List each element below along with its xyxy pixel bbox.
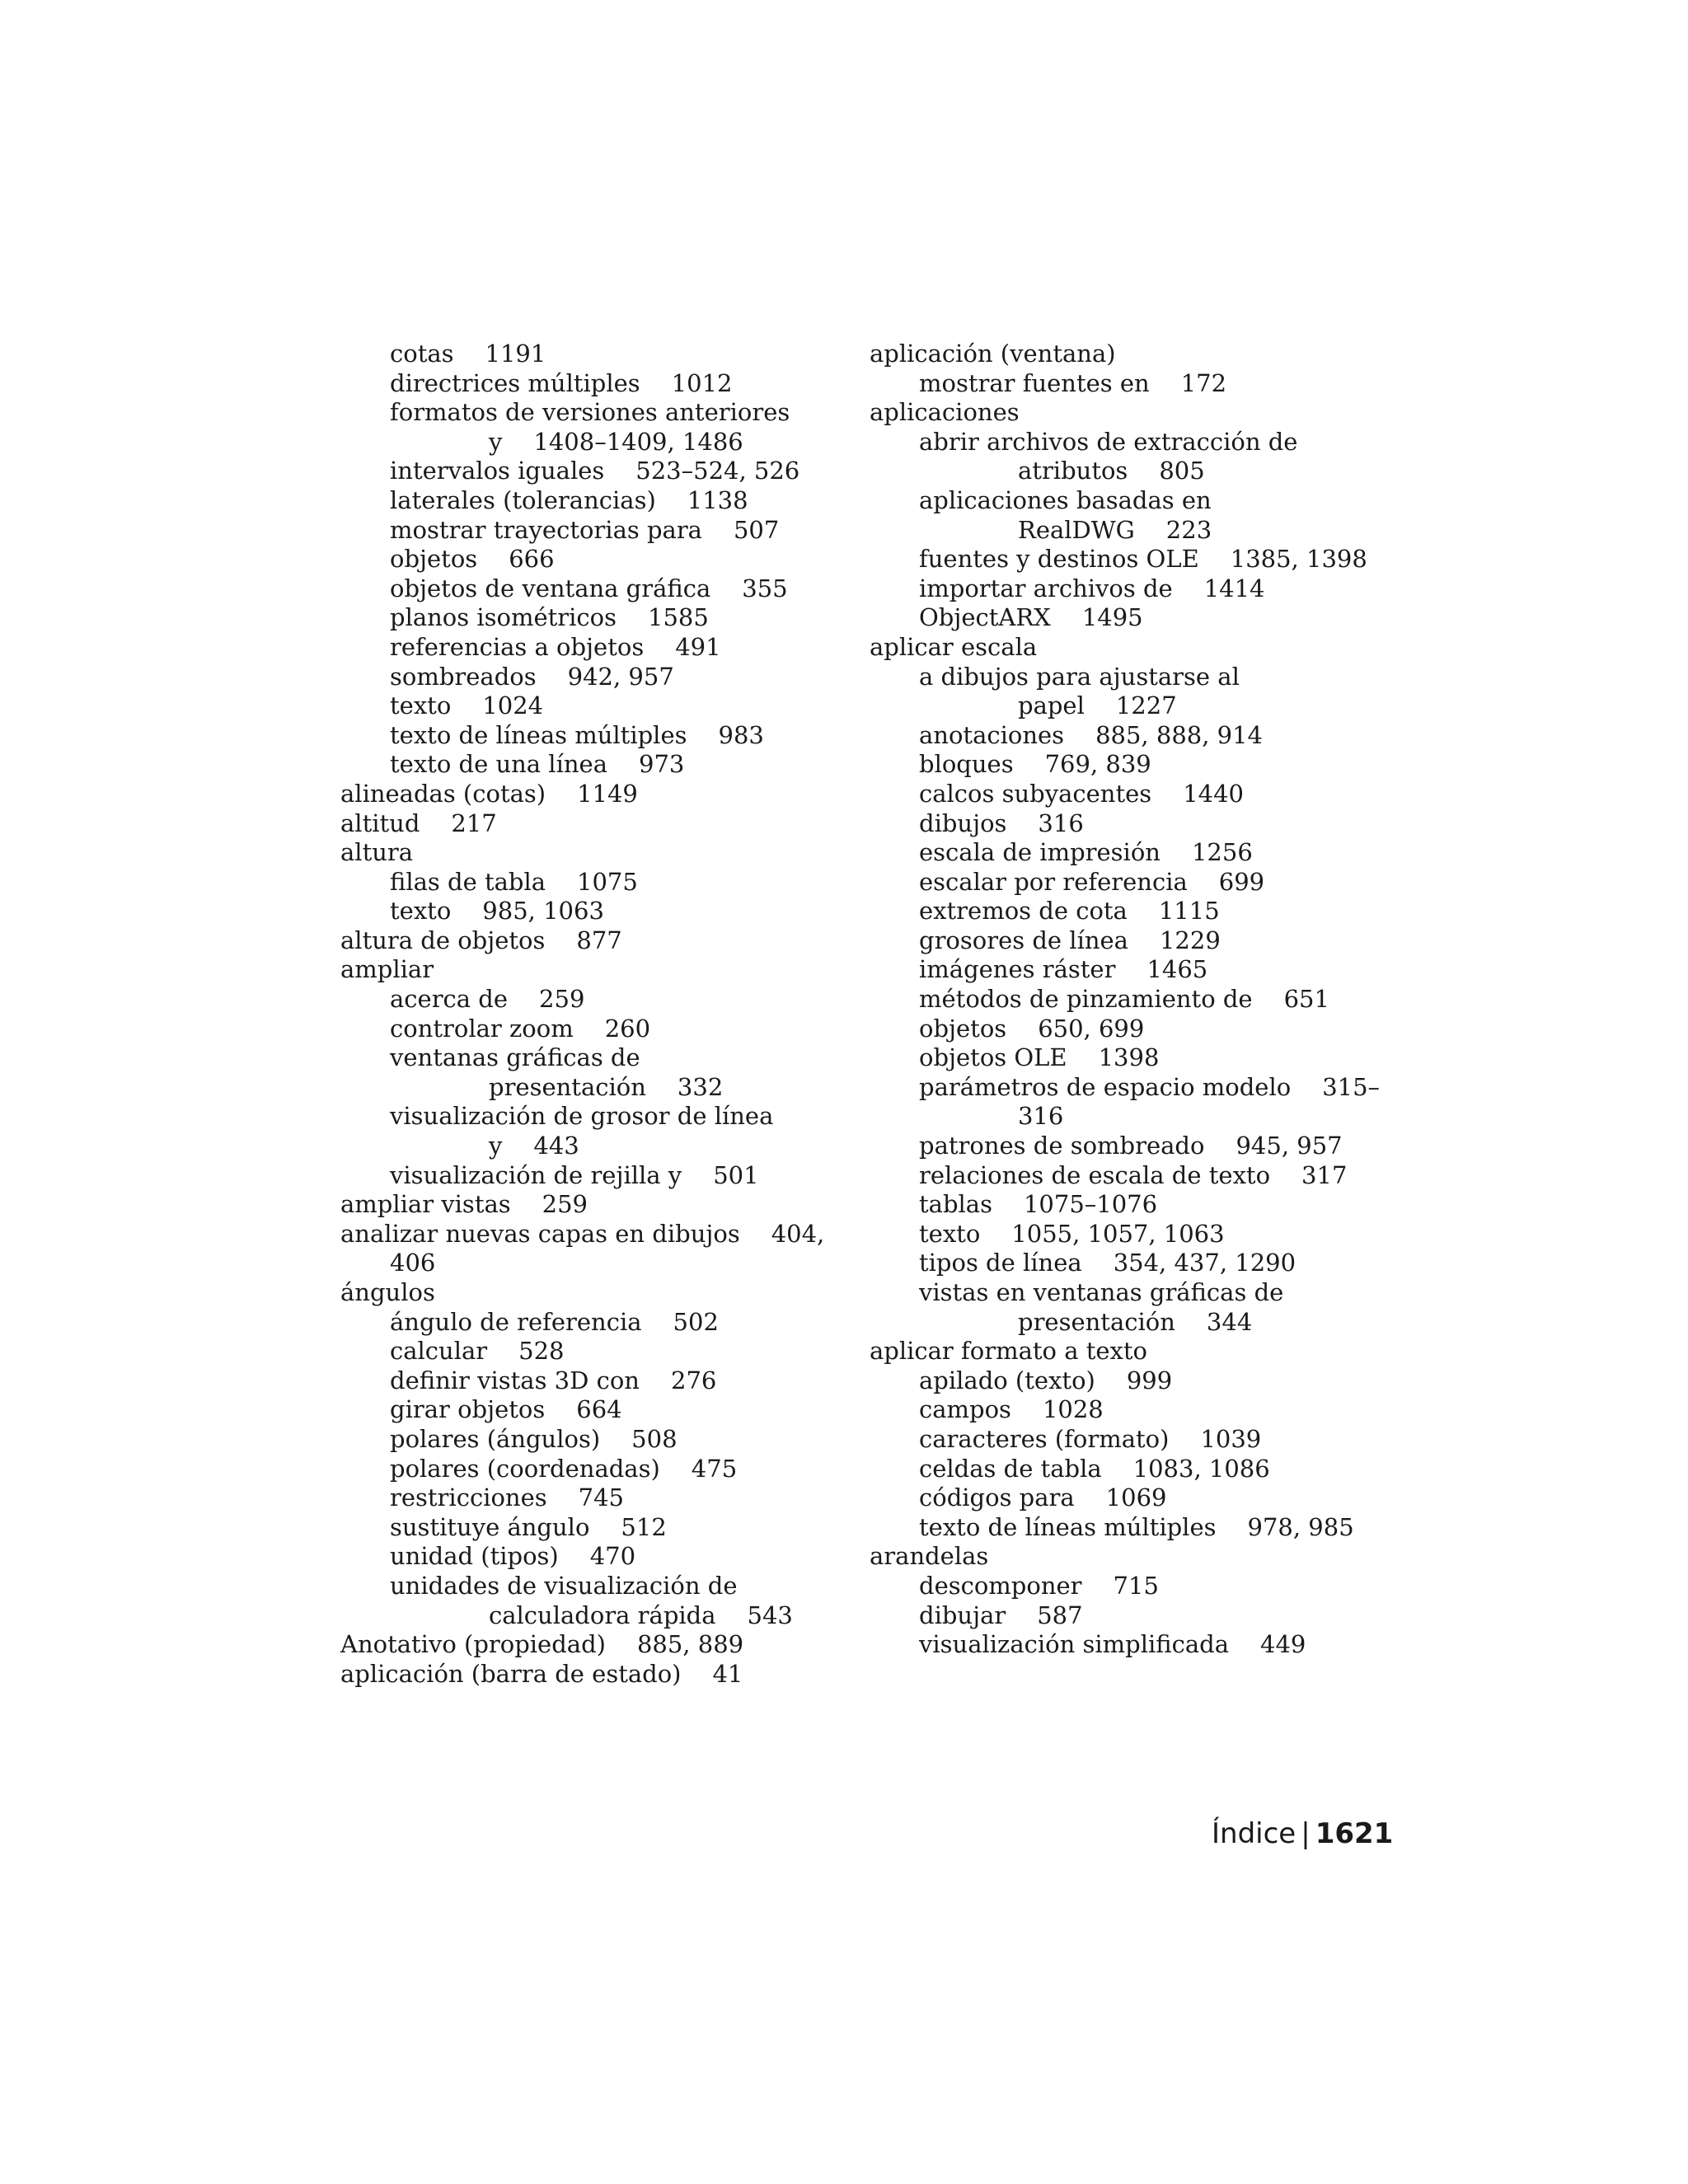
index-term: objetos	[390, 545, 478, 574]
index-page-refs: 1069	[1105, 1483, 1167, 1512]
index-entry	[870, 926, 1364, 956]
index-term: parámetros de espacio modelo	[919, 1072, 1292, 1101]
index-entry	[340, 809, 818, 839]
index-entry	[870, 574, 1364, 604]
index-entry	[870, 663, 1364, 692]
index-page-refs: 1414	[1203, 574, 1265, 602]
index-term: filas de tabla	[390, 867, 546, 896]
index-page-refs: 332	[677, 1072, 724, 1101]
index-page-refs: 945, 957	[1236, 1132, 1343, 1160]
index-term: y	[489, 1132, 503, 1160]
index-term: patrones de sombreado	[919, 1132, 1205, 1160]
index-term: escala de impresión	[919, 838, 1160, 867]
index-page-refs: 260	[604, 1014, 651, 1043]
index-entry	[870, 721, 1364, 751]
index-entry	[340, 1102, 818, 1132]
index-page-refs: 528	[518, 1337, 565, 1366]
index-page-refs: 699	[1218, 867, 1265, 896]
index-term: objetos de ventana gráfica	[390, 574, 711, 602]
index-entry	[870, 1601, 1364, 1631]
index-term: importar archivos de	[919, 574, 1173, 602]
index-entry	[340, 1395, 818, 1425]
index-page-refs: 404,	[771, 1219, 825, 1248]
index-page-refs: 355	[742, 574, 788, 602]
index-entry	[340, 369, 818, 399]
index-page-refs: 1028	[1042, 1395, 1104, 1424]
index-term: texto de una línea	[390, 750, 607, 779]
index-page-refs: 443	[533, 1132, 579, 1160]
index-entry	[870, 780, 1364, 809]
index-term: texto	[390, 897, 452, 926]
index-entry	[340, 1425, 818, 1455]
index-page-refs: 508	[631, 1424, 678, 1453]
index-page-refs: 1083, 1086	[1132, 1454, 1270, 1483]
index-entry	[340, 516, 818, 546]
index-entry	[340, 1630, 818, 1660]
index-entry	[340, 603, 818, 633]
index-term: aplicar escala	[870, 632, 1038, 661]
index-entry	[340, 1455, 818, 1484]
index-term: visualización de grosor de línea	[390, 1102, 774, 1131]
index-term: tablas	[919, 1190, 992, 1219]
index-page-refs: 315–	[1322, 1072, 1381, 1101]
index-entry	[870, 516, 1364, 546]
index-page-refs: 217	[451, 808, 497, 837]
index-entry	[870, 1395, 1364, 1425]
index-entry	[340, 398, 818, 428]
index-term: imágenes ráster	[919, 955, 1116, 984]
index-entry	[870, 1572, 1364, 1601]
index-term: descomponer	[919, 1571, 1082, 1600]
index-page-refs: 769, 839	[1044, 750, 1151, 779]
index-term: texto	[919, 1219, 981, 1248]
index-term: ángulo de referencia	[390, 1307, 642, 1336]
index-page-refs: 344	[1206, 1307, 1253, 1336]
index-entry	[340, 985, 818, 1015]
index-page-refs: 1440	[1183, 779, 1244, 808]
index-entry	[340, 428, 818, 457]
index-term: presentación	[1018, 1307, 1175, 1336]
index-term: altitud	[340, 808, 420, 837]
index-entry	[870, 1043, 1364, 1073]
index-term: formatos de versiones anteriores	[390, 398, 790, 427]
index-entry	[870, 955, 1364, 985]
index-page-refs: 587	[1037, 1601, 1083, 1629]
index-term: altura de objetos	[340, 926, 546, 954]
index-term: ventanas gráficas de	[390, 1043, 640, 1072]
index-page-refs: 470	[589, 1542, 636, 1571]
index-entry	[870, 398, 1364, 428]
index-entry	[340, 1132, 818, 1161]
index-entry	[870, 633, 1364, 663]
index-page-refs: 877	[576, 926, 622, 954]
index-term: polares (ángulos)	[390, 1424, 601, 1453]
index-page-refs: 664	[576, 1395, 622, 1424]
index-term: presentación	[489, 1072, 646, 1101]
index-entry	[340, 1278, 818, 1308]
index-page-refs: 276	[671, 1366, 717, 1394]
index-entry	[870, 1308, 1364, 1338]
index-term: cotas	[390, 340, 454, 368]
index-entry	[340, 926, 818, 956]
index-term: ángulos	[340, 1278, 435, 1306]
index-entry	[870, 369, 1364, 399]
index-entry	[340, 1015, 818, 1044]
index-page-refs: 512	[621, 1512, 667, 1541]
index-term: aplicaciones basadas en	[919, 485, 1212, 514]
index-term: 406	[390, 1249, 436, 1277]
index-term: celdas de tabla	[919, 1454, 1102, 1483]
index-term: papel	[1018, 691, 1085, 720]
index-entry	[340, 780, 818, 809]
index-term: mostrar trayectorias para	[390, 515, 702, 544]
index-column-right	[870, 340, 1381, 1660]
index-entry	[870, 1015, 1364, 1044]
index-term: 316	[1018, 1102, 1064, 1131]
index-page-refs: 475	[691, 1454, 738, 1483]
index-term: mostrar fuentes en	[919, 368, 1150, 397]
index-entry	[870, 1249, 1364, 1278]
index-term: sustituye ángulo	[390, 1512, 590, 1541]
index-entry	[870, 1161, 1364, 1191]
index-entry	[870, 1542, 1364, 1572]
index-page-refs: 259	[542, 1190, 588, 1219]
index-term: códigos para	[919, 1483, 1075, 1512]
index-term: calculadora rápida	[489, 1601, 716, 1629]
index-entry	[340, 663, 818, 692]
index-term: ObjectARX	[919, 603, 1051, 632]
index-entry	[340, 691, 818, 721]
index-entry	[340, 1542, 818, 1572]
index-page-refs: 985, 1063	[482, 897, 604, 926]
index-page-refs: 973	[639, 750, 685, 779]
index-page-refs: 259	[539, 985, 585, 1014]
index-entry	[340, 1161, 818, 1191]
index-page-refs: 1398	[1098, 1043, 1160, 1072]
index-page-refs: 317	[1301, 1160, 1348, 1189]
index-term: fuentes y destinos OLE	[919, 545, 1199, 574]
index-term: arandelas	[870, 1542, 989, 1571]
index-page-refs: 1256	[1191, 838, 1253, 867]
index-term: objetos	[919, 1014, 1007, 1043]
index-page-refs: 1055, 1057, 1063	[1011, 1219, 1225, 1248]
index-term: planos isométricos	[390, 603, 617, 632]
index-term: ampliar	[340, 955, 434, 984]
index-page-refs: 1385, 1398	[1230, 545, 1367, 574]
index-term: aplicar formato a texto	[870, 1337, 1147, 1366]
page-number: 1621	[1315, 1817, 1394, 1850]
index-entry	[340, 721, 818, 751]
index-term: extremos de cota	[919, 897, 1128, 926]
index-term: intervalos iguales	[390, 457, 605, 485]
index-entry	[340, 750, 818, 780]
index-term: objetos OLE	[919, 1043, 1067, 1072]
index-term: laterales (tolerancias)	[390, 485, 656, 514]
index-page-refs: 1024	[482, 691, 544, 720]
index-entry	[340, 486, 818, 516]
index-entry	[340, 1073, 818, 1103]
index-entry	[340, 1249, 818, 1278]
index-entry	[870, 691, 1364, 721]
index-entry	[340, 897, 818, 926]
index-entry	[870, 809, 1364, 839]
index-entry	[870, 1337, 1364, 1366]
index-entry	[340, 574, 818, 604]
index-entry	[870, 1132, 1364, 1161]
index-term: visualización simplificada	[919, 1630, 1229, 1659]
index-term: controlar zoom	[390, 1014, 574, 1043]
index-term: Anotativo (propiedad)	[340, 1630, 606, 1659]
index-page-refs: 983	[718, 720, 764, 749]
index-entry	[340, 457, 818, 486]
index-term: analizar nuevas capas en dibujos	[340, 1219, 740, 1248]
index-entry	[340, 1337, 818, 1366]
index-entry	[870, 1483, 1364, 1513]
index-term: caracteres (formato)	[919, 1424, 1170, 1453]
index-page-refs: 650, 699	[1038, 1014, 1145, 1043]
index-page-refs: 1227	[1115, 691, 1177, 720]
index-term: grosores de línea	[919, 926, 1128, 954]
index-term: métodos de pinzamiento de	[919, 985, 1253, 1014]
index-column-left	[340, 340, 825, 1689]
index-entry	[870, 1278, 1364, 1308]
index-entry	[870, 603, 1364, 633]
index-term: texto de líneas múltiples	[919, 1512, 1217, 1541]
index-page-refs: 543	[747, 1601, 793, 1629]
index-term: visualización de rejilla y	[390, 1160, 682, 1189]
index-term: aplicación (ventana)	[870, 340, 1116, 368]
index-entry	[870, 1102, 1364, 1132]
index-page-refs: 491	[675, 632, 721, 661]
index-term: vistas en ventanas gráficas de	[919, 1278, 1284, 1306]
index-page-refs: 666	[509, 545, 555, 574]
index-term: atributos	[1018, 457, 1128, 485]
index-page-refs: 885, 889	[636, 1630, 744, 1659]
index-page-refs: 316	[1038, 808, 1084, 837]
index-page-refs: 502	[673, 1307, 719, 1336]
index-term: girar objetos	[390, 1395, 546, 1424]
index-term: texto de líneas múltiples	[390, 720, 687, 749]
index-entry	[870, 868, 1364, 898]
index-term: bloques	[919, 750, 1014, 779]
index-term: anotaciones	[919, 720, 1065, 749]
index-entry	[870, 1366, 1364, 1396]
index-page-refs: 715	[1113, 1571, 1159, 1600]
index-entry	[870, 1072, 1381, 1103]
index-page-refs: 1075	[577, 867, 638, 896]
index-page-refs: 507	[733, 515, 780, 544]
index-page-refs: 1149	[577, 779, 638, 808]
index-entry	[870, 897, 1364, 926]
index-entry	[870, 486, 1364, 516]
index-term: texto	[390, 691, 452, 720]
index-term: dibujos	[919, 808, 1007, 837]
index-entry	[340, 1660, 818, 1690]
index-entry	[340, 838, 818, 868]
index-term: unidad (tipos)	[390, 1542, 559, 1571]
index-entry	[870, 1220, 1364, 1249]
index-entry	[870, 545, 1367, 574]
index-entry	[870, 750, 1364, 780]
index-term: campos	[919, 1395, 1011, 1424]
index-entry	[340, 955, 818, 985]
index-term: calcular	[390, 1337, 488, 1366]
index-page-refs: 978, 985	[1247, 1512, 1354, 1541]
index-page-refs: 1138	[687, 485, 748, 514]
index-term: calcos subyacentes	[919, 779, 1152, 808]
index-page-refs: 1495	[1081, 603, 1143, 632]
index-entry	[870, 428, 1364, 457]
index-term: ampliar vistas	[340, 1190, 511, 1219]
index-term: alineadas (cotas)	[340, 779, 546, 808]
index-page-refs: 501	[713, 1160, 759, 1189]
index-page-refs: 1585	[648, 603, 709, 632]
index-term: altura	[340, 838, 414, 867]
index-term: tipos de línea	[919, 1249, 1082, 1277]
index-entry	[340, 340, 818, 369]
index-term: apilado (texto)	[919, 1366, 1095, 1394]
index-entry	[870, 1630, 1364, 1660]
index-entry	[870, 838, 1364, 868]
index-page-refs: 41	[712, 1659, 743, 1688]
footer-separator: |	[1301, 1817, 1311, 1850]
index-term: sombreados	[390, 662, 537, 691]
index-entry	[870, 340, 1364, 369]
index-page-refs: 1465	[1146, 955, 1208, 984]
index-entry	[340, 545, 818, 574]
index-entry	[340, 868, 818, 898]
index-term: unidades de visualización de	[390, 1571, 738, 1600]
index-page-refs: 354, 437, 1290	[1113, 1249, 1296, 1277]
index-page-refs: 1229	[1159, 926, 1221, 954]
index-page-refs: 172	[1180, 368, 1227, 397]
index-page-refs: 1075–1076	[1023, 1190, 1158, 1219]
index-page-refs: 1408–1409, 1486	[533, 427, 743, 456]
index-entry	[340, 1366, 818, 1396]
index-term: directrices múltiples	[390, 368, 640, 397]
index-entry	[340, 1190, 818, 1220]
index-entry	[870, 1455, 1364, 1484]
index-entry	[340, 1043, 818, 1073]
index-term: abrir archivos de extracción de	[919, 427, 1298, 456]
index-term: aplicaciones	[870, 398, 1020, 427]
index-term: definir vistas 3D con	[390, 1366, 640, 1394]
index-entry	[340, 1601, 818, 1631]
index-term: acerca de	[390, 985, 509, 1014]
index-entry	[870, 985, 1364, 1015]
index-page-refs: 1012	[671, 368, 733, 397]
index-term: escalar por referencia	[919, 867, 1188, 896]
index-term: dibujar	[919, 1601, 1006, 1629]
index-entry	[870, 1425, 1364, 1455]
index-entry	[340, 1483, 818, 1513]
index-page-refs: 1039	[1200, 1424, 1262, 1453]
index-term: y	[489, 427, 503, 456]
index-page-refs: 651	[1283, 985, 1329, 1014]
index-page-refs: 523–524, 526	[635, 457, 800, 485]
index-term: aplicación (barra de estado)	[340, 1659, 682, 1688]
index-entry	[340, 1308, 818, 1338]
index-entry	[870, 457, 1364, 486]
index-term: a dibujos para ajustarse al	[919, 662, 1240, 691]
index-page-refs: 223	[1165, 515, 1212, 544]
footer-section-label: Índice	[1212, 1817, 1296, 1850]
index-page-refs: 942, 957	[567, 662, 674, 691]
index-page-refs: 745	[578, 1483, 624, 1512]
index-page-refs: 999	[1126, 1366, 1173, 1394]
index-page-refs: 1115	[1158, 897, 1220, 926]
index-entry	[870, 1513, 1364, 1543]
index-page-refs: 449	[1260, 1630, 1306, 1659]
index-term: polares (coordenadas)	[390, 1454, 660, 1483]
index-term: referencias a objetos	[390, 632, 645, 661]
index-page-refs: 885, 888, 914	[1095, 720, 1264, 749]
index-entry	[340, 1513, 818, 1543]
index-entry	[340, 633, 818, 663]
index-term: relaciones de escala de texto	[919, 1160, 1271, 1189]
index-entry	[340, 1572, 818, 1601]
index-entry	[870, 1190, 1364, 1220]
index-term: RealDWG	[1018, 515, 1135, 544]
index-page-refs: 1191	[485, 340, 546, 368]
index-term: restricciones	[390, 1483, 547, 1512]
index-page-refs: 805	[1159, 457, 1205, 485]
index-entry	[340, 1219, 825, 1249]
page-footer	[1212, 1817, 1394, 1850]
